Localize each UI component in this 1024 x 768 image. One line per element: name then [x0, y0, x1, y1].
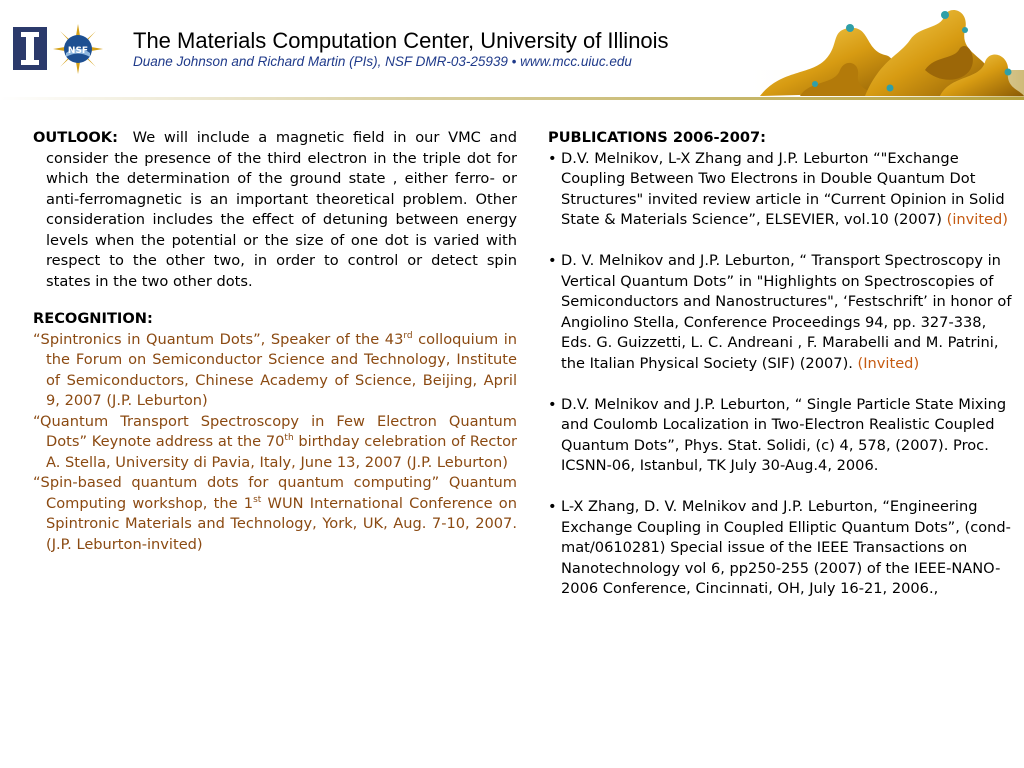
left-column — [33, 128, 517, 555]
recognition-item: “Spintronics in Quantum Dots”, Speaker of the 43rd colloquium in the Forum on Semiconductor Science and Technology, Institute of Semiconductors, Chinese Academy of Science, Beijing, April 9, 2007 (J.P. Leburton) — [33, 330, 517, 409]
bullet-icon: • — [548, 252, 557, 269]
molecule-illustration — [740, 0, 1024, 100]
nsf-logo — [53, 24, 103, 74]
publication-text: L-X Zhang, D. V. Melnikov and J.P. Leburton, “Engineering Exchange Coupling in Coupled Elliptic Quantum Dots”, (cond-mat/0610281) Special issue of the IEEE Transactions on Nanotechnology vol 6, pp250-255 (2007) of the IEEE-NANO-2006 Conference, Cincinnati, OH, July 16-21, 2006., — [561, 498, 1011, 597]
invited-tag: (Invited) — [857, 354, 920, 372]
publication-text: D. V. Melnikov and J.P. Leburton, “ Transport Spectroscopy in Vertical Quantum Dots” in "Highlights on Spectroscopies of Semiconductors and Nanostructures", ‘Festschrift’ in honor of Angiolino Stella, Conference Proceedings 94, pp. 327-338, Eds. G. Guizzetti, L. C. Andreani , F. Marabelli and M. Patrini, the Italian Physical Society (SIF) (2007). — [561, 252, 1012, 372]
page-subtitle: Duane Johnson and Richard Martin (PIs), NSF DMR-03-25939 • www.mcc.uiuc.edu — [133, 54, 632, 69]
svg-text:NSF: NSF — [67, 46, 89, 56]
publication-item — [548, 497, 1018, 600]
outlook-section — [33, 128, 517, 292]
bullet-icon: • — [548, 498, 557, 515]
publication-item — [548, 251, 1018, 374]
recognition-item: “Quantum Transport Spectroscopy in Few Electron Quantum Dots” Keynote address at the 70th birthday celebration of Rector A. Stella, University di Pavia, Italy, June 13, 2007 (J.P. Leburton) — [33, 412, 517, 471]
illinois-logo — [13, 27, 47, 70]
publications-heading: PUBLICATIONS 2006-2007: — [548, 129, 766, 146]
header — [0, 0, 1024, 100]
publication-text: D.V. Melnikov and J.P. Leburton, “ Single Particle State Mixing and Coulomb Localization in Two-Electron Realistic Coupled Quantum Dots”, Phys. Stat. Solidi, (c) 4, 578, (2007). Proc. ICSNN-06, Istanbul, TK July 30-Aug.4, 2006. — [561, 395, 1007, 474]
recognition-heading: RECOGNITION: — [33, 310, 153, 327]
outlook-text: We will include a magnetic field in our VMC and consider the presence of the third electron in the triple dot for which the determination of the ground state , either ferro- or anti-ferromagnetic is an important theoretical problem. Other consideration includes the effect of detuning between energy levels when the potential or the size of one dot is varied with respect to the other two, in order to control or detect spin states in the two other dots. — [46, 129, 517, 290]
publication-item — [548, 149, 1018, 231]
page-title: The Materials Computation Center, University of Illinois — [133, 28, 669, 53]
recognition-item: “Spin-based quantum dots for quantum computing” Quantum Computing workshop, the 1st WUN International Conference on Spintronic Materials and Technology, York, UK, Aug. 7-10, 2007. (J.P. Leburton-invited) — [33, 474, 517, 553]
bullet-icon: • — [548, 395, 557, 413]
publication-item — [548, 395, 1018, 477]
header-divider — [0, 97, 1024, 100]
publication-text: D.V. Melnikov, L-X Zhang and J.P. Leburton “"Exchange Coupling Between Two Electrons in Double Quantum Dot Structures" invited review article in “Current Opinion in Solid State & Materials Science”, ELSEVIER, vol.10 (2007) — [561, 149, 1005, 228]
outlook-heading: OUTLOOK: — [33, 129, 118, 146]
bullet-icon: • — [548, 149, 557, 167]
invited-tag: (invited) — [946, 211, 1008, 228]
right-column — [548, 128, 1018, 620]
recognition-section — [33, 309, 517, 555]
